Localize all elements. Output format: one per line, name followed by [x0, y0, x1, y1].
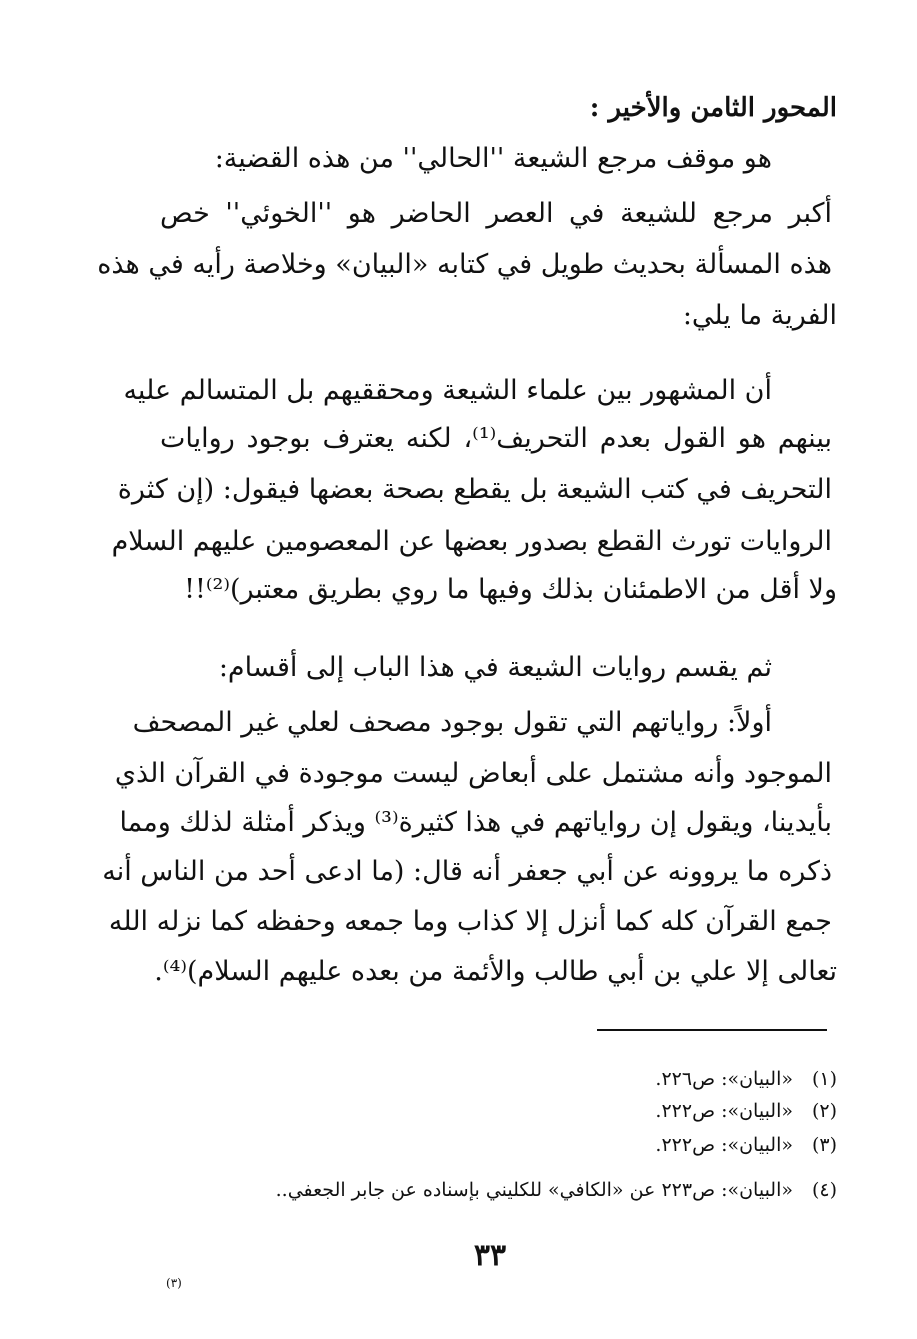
signature-mark: (٣) [166, 1276, 182, 1290]
text-line-12: الموجود وأنه مشتمل على أبعاض ليست موجودة في القرآن الذي [114, 758, 832, 789]
text-line-7: التحريف في كتب الشيعة بل يقطع بصحة بعضها فيقول: (إن كثرة [117, 474, 832, 505]
text-line-10: ثم يقسم روايات الشيعة في هذا الباب إلى أقسام: [218, 652, 772, 683]
text-line-16: تعالى إلا علي بن أبي طالب والأئمة من بعده عليهم السلام)⁽⁴⁾. [154, 956, 837, 987]
text-line-9: ولا أقل من الاطمئنان بذلك وفيها ما روي بطريق معتبر)⁽²⁾!! [184, 574, 837, 605]
footnote-text: «البيان»: ص٢٢٢. [655, 1134, 793, 1156]
footnote-text: «البيان»: ص٢٢٢. [655, 1100, 793, 1122]
footnote-4 [276, 1177, 837, 1203]
text-line-2: أكبر مرجع للشيعة في العصر الحاضر هو ''الخوئي'' خص [160, 198, 832, 229]
footnote-1 [655, 1066, 837, 1092]
footnote-text: «البيان»: ص٢٢٦. [655, 1068, 793, 1090]
text-line-4: الفرية ما يلي: [682, 300, 837, 331]
text-line-13: بأيدينا، ويقول إن رواياتهم في هذا كثيرة⁽³⁾ ويذكر أمثلة لذلك ومما [119, 807, 832, 838]
footnote-text: «البيان»: ص٢٢٣ عن «الكافي» للكليني بإسناده عن جابر الجعفي.. [275, 1179, 793, 1201]
text-line-6: بينهم هو القول بعدم التحريف⁽¹⁾، لكنه يعترف بوجود روايات [160, 423, 832, 454]
footnote-number: (١) [811, 1068, 837, 1090]
text-line-3: هذه المسألة بحديث طويل في كتابه «البيان» وخلاصة رأيه في هذه [97, 249, 832, 280]
text-line-15: جمع القرآن كله كما أنزل إلا كذاب وما جمعه وحفظه كما نزله الله [108, 906, 832, 937]
footnote-2 [655, 1098, 837, 1124]
footnote-number: (٣) [811, 1134, 837, 1156]
footnote-number: (٢) [811, 1100, 837, 1122]
text-line-5: أن المشهور بين علماء الشيعة ومحققيهم بل المتسالم عليه [123, 375, 772, 406]
footnote-separator [597, 1029, 827, 1031]
footnote-number: (٤) [811, 1179, 837, 1201]
footnote-3 [655, 1132, 837, 1158]
text-line-8: الروايات تورث القطع بصدور بعضها عن المعصومين عليهم السلام [111, 526, 832, 557]
text-line-11: أولاً: رواياتهم التي تقول بوجود مصحف لعلي غير المصحف [132, 707, 772, 738]
page-number: ٣٣ [473, 1238, 507, 1273]
text-line-1: هو موقف مرجع الشيعة ''الحالي'' من هذه القضية: [214, 143, 772, 174]
text-line-14: ذكره ما يروونه عن أبي جعفر أنه قال: (ما ادعى أحد من الناس أنه [102, 856, 832, 887]
section-heading: المحور الثامن والأخير : [589, 93, 837, 123]
